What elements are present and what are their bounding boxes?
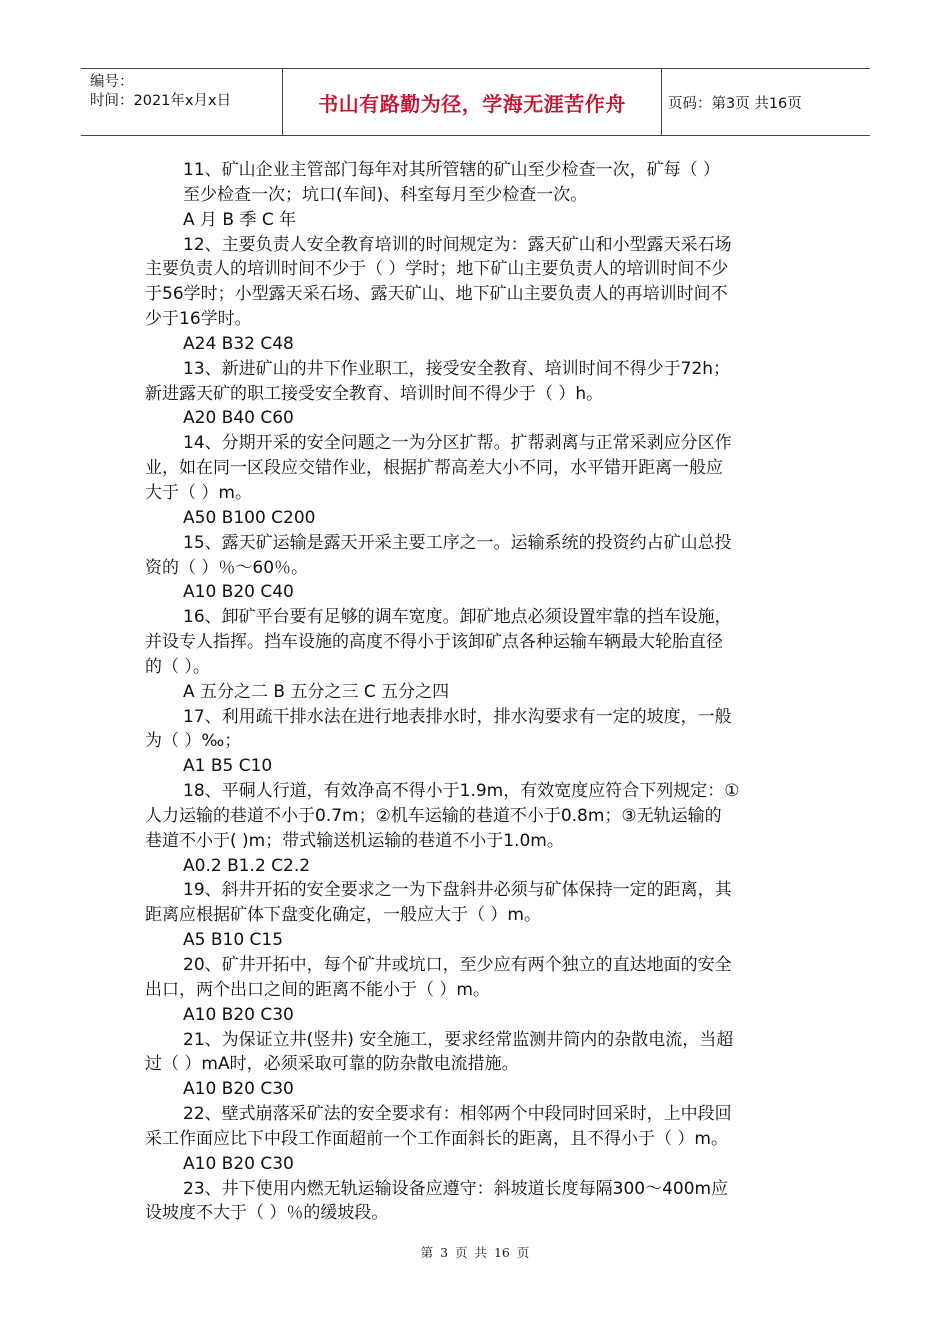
text-line: 11、矿山企业主管部门每年对其所管辖的矿山至少检查一次，矿每（ ） bbox=[183, 160, 721, 180]
answer-options: A20 B40 C60 bbox=[183, 408, 294, 429]
page-header bbox=[81, 68, 870, 136]
header-meta-cell bbox=[81, 69, 283, 135]
document-body bbox=[145, 158, 813, 1226]
text-line: 22、壁式崩落采矿法的安全要求有：相邻两个中段同时回采时，上中段回 bbox=[183, 1104, 732, 1125]
answer-options: A10 B20 C30 bbox=[183, 1153, 294, 1174]
text-line: 设坡度不大于（ ）％的缓坡段。 bbox=[145, 1203, 389, 1224]
text-line: 大于（ ）m。 bbox=[145, 482, 252, 503]
text-line: 距离应根据矿体下盘变化确定，一般应大于（ ）m。 bbox=[145, 905, 541, 926]
header-page-info: 页码：第3页 共16页 bbox=[668, 95, 802, 112]
text-line: 12、主要负责人安全教育培训的时间规定为：露天矿山和小型露天采石场 bbox=[183, 234, 732, 255]
header-motto: 书山有路勤为径，学海无涯苦作舟 bbox=[283, 69, 662, 135]
text-line: 17、利用疏干排水法在进行地表排水时，排水沟要求有一定的坡度，一般 bbox=[183, 706, 732, 727]
answer-options: A10 B20 C30 bbox=[183, 1079, 294, 1100]
page-footer: 第 3 页 共 16 页 bbox=[420, 1245, 530, 1260]
text-line: 新进露天矿的职工接受安全教育、培训时间不得少于（ ）h。 bbox=[145, 383, 604, 404]
answer-options: A24 B32 C48 bbox=[183, 333, 294, 354]
text-line: 为（ ）‰； bbox=[145, 731, 242, 752]
text-line: 出口，两个出口之间的距离不能小于（ ）m。 bbox=[145, 979, 490, 1000]
text-line: 15、露天矿运输是露天开采主要工序之一。运输系统的投资约占矿山总投 bbox=[183, 532, 732, 553]
text-line: 23、井下使用内燃无轨运输设备应遵守：斜坡道长度每隔300～400m应 bbox=[183, 1178, 729, 1199]
text-line: 至少检查一次；坑口(车间)、科室每月至少检查一次。 bbox=[183, 184, 588, 205]
text-line: 过（ ）mA时，必须采取可靠的防杂散电流措施。 bbox=[145, 1054, 519, 1075]
text-line: 19、斜井开拓的安全要求之一为下盘斜井必须与矿体保持一定的距离，其 bbox=[183, 880, 732, 901]
text-line: 并设专人指挥。挡车设施的高度不得小于该卸矿点各种运输车辆最大轮胎直径 bbox=[145, 632, 723, 653]
text-line: 主要负责人的培训时间不少于（ ）学时；地下矿山主要负责人的培训时间不少 bbox=[145, 259, 729, 280]
answer-options: A5 B10 C15 bbox=[183, 930, 284, 951]
answer-options: A10 B20 C30 bbox=[183, 1004, 294, 1025]
answer-options: A50 B100 C200 bbox=[183, 507, 316, 528]
text-line: 资的（ ）％～60％。 bbox=[145, 557, 309, 578]
text-line: 21、为保证立井(竖井) 安全施工，要求经常监测井筒内的杂散电流，当超 bbox=[183, 1029, 734, 1050]
answer-options: A1 B5 C10 bbox=[183, 756, 273, 777]
text-line: 16、卸矿平台要有足够的调车宽度。卸矿地点必须设置牢靠的挡车设施， bbox=[183, 607, 732, 628]
text-line: 人力运输的巷道不小于0.7m；②机车运输的巷道不小于0.8m；③无轨运输的 bbox=[145, 805, 722, 826]
text-line: 14、分期开采的安全问题之一为分区扩帮。扩帮剥离与正常采剥应分区作 bbox=[183, 433, 732, 454]
answer-options: A10 B20 C40 bbox=[183, 582, 294, 603]
text-line: 于56学时；小型露天采石场、露天矿山、地下矿山主要负责人的再培训时间不 bbox=[145, 284, 728, 305]
text-line: 的（ ）。 bbox=[145, 656, 210, 677]
answer-options: A 月 B 季 C 年 bbox=[183, 209, 297, 230]
date-label: 时间：2021年x月x日 bbox=[90, 93, 232, 109]
text-line: 13、新进矿山的井下作业职工，接受安全教育、培训时间不得少于72h； bbox=[183, 358, 731, 379]
answer-options: A 五分之二 B 五分之三 C 五分之四 bbox=[183, 681, 450, 702]
text-line: 巷道不小于( )m；带式输送机运输的巷道不小于1.0m。 bbox=[145, 830, 564, 851]
text-line: 18、平硐人行道，有效净高不得小于1.9m，有效宽度应符合下列规定：① bbox=[183, 781, 740, 802]
text-line: 20、矿井开拓中，每个矿井或坑口，至少应有两个独立的直达地面的安全 bbox=[183, 955, 732, 975]
text-line: 业，如在同一区段应交错作业，根据扩帮高差大小不同，水平错开距离一般应 bbox=[145, 458, 723, 479]
code-label: 编号： bbox=[90, 74, 134, 90]
answer-options: A0.2 B1.2 C2.2 bbox=[183, 855, 311, 876]
text-line: 少于16学时。 bbox=[145, 309, 252, 330]
text-line: 采工作面应比下中段工作面超前一个工作面斜长的距离，且不得小于（ ）m。 bbox=[145, 1128, 728, 1149]
